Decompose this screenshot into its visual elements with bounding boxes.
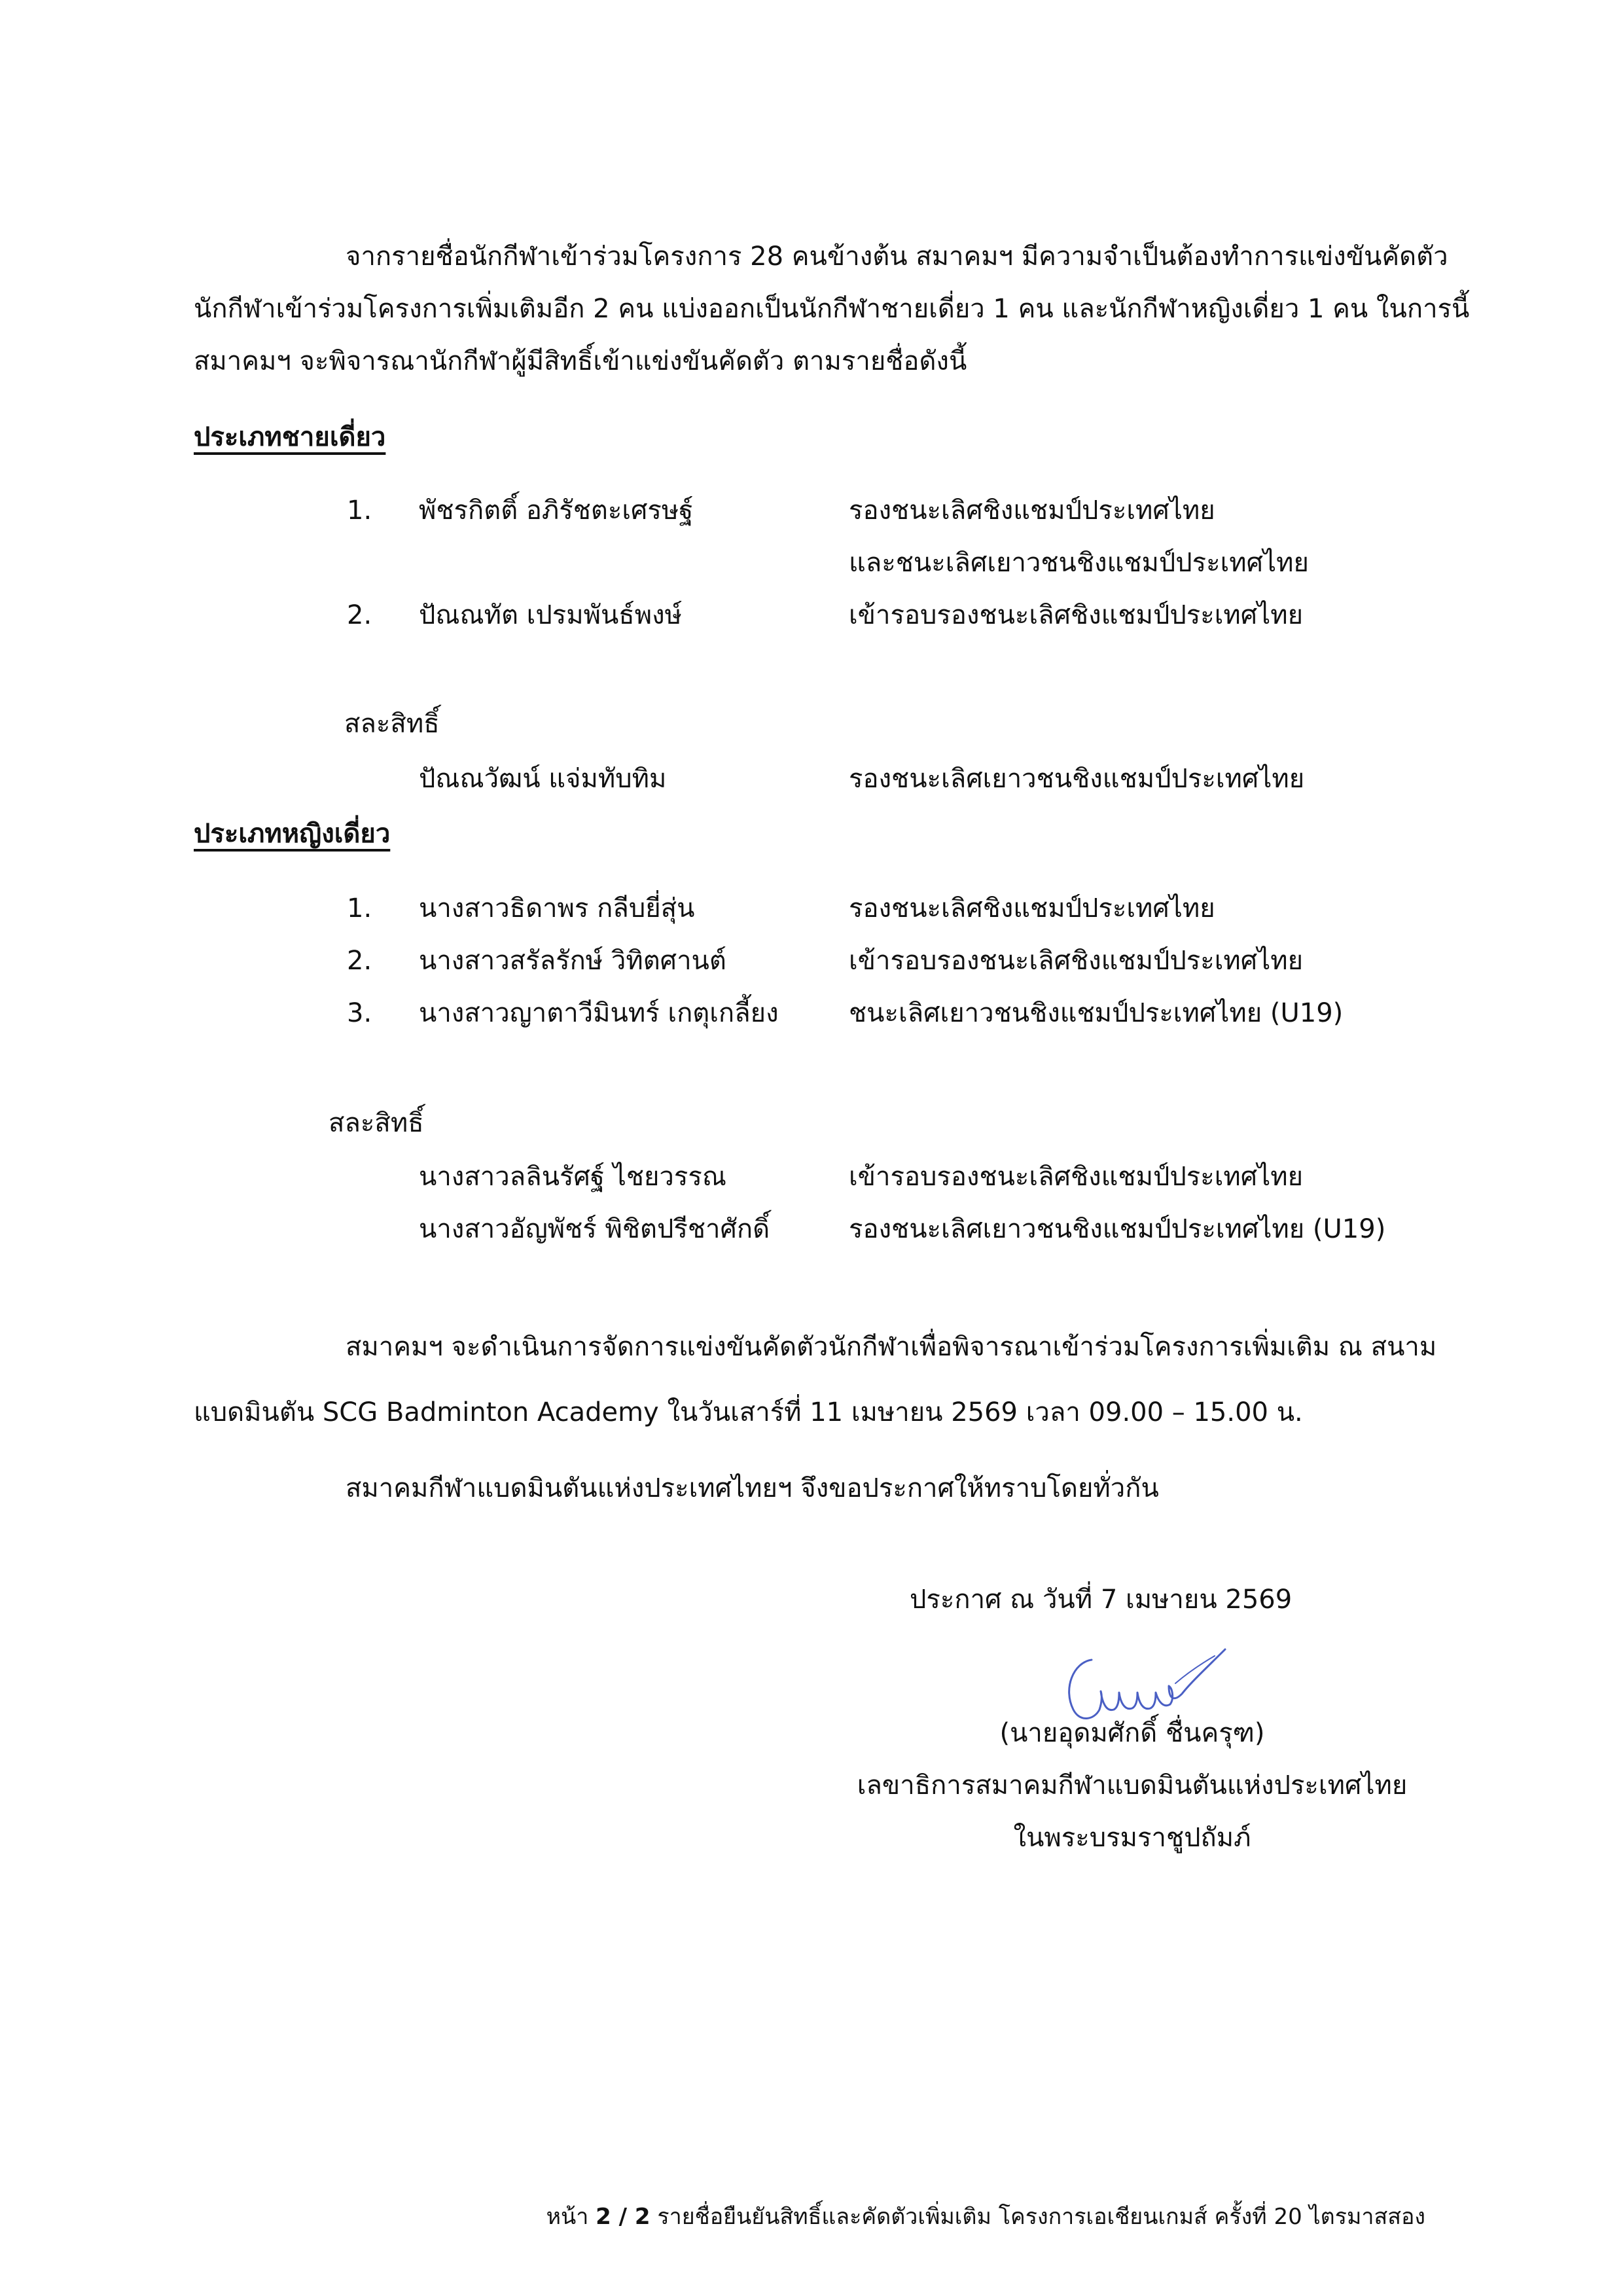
signatory-title-2: ในพระบรมราชูปถัมภ์	[1013, 1823, 1251, 1853]
mens-entry-2-achievement: เข้ารอบรองชนะเลิศชิงแชมป์ประเทศไทย	[849, 600, 1304, 630]
mens-entry-1-name: พัชรกิตติ์ อภิรัชตะเศรษฐ์	[419, 495, 694, 526]
womens-entry-3-name: นางสาวญาตาวีมินทร์ เกตุเกลี้ยง	[419, 998, 779, 1028]
womens-entry-3-number: 3.	[347, 998, 372, 1028]
womens-waive-label: สละสิทธิ์	[329, 1108, 424, 1138]
womens-waived-1-achievement: เข้ารอบรองชนะเลิศชิงแชมป์ประเทศไทย	[849, 1162, 1304, 1192]
womens-entry-2-achievement: เข้ารอบรองชนะเลิศชิงแชมป์ประเทศไทย	[849, 946, 1304, 976]
footer-page-number: 2 / 2	[596, 2204, 651, 2230]
mens-entry-2-number: 2.	[347, 600, 372, 630]
footer-text: รายชื่อยืนยันสิทธิ์และคัดตัวเพิ่มเติม โครงการเอเชียนเกมส์ ครั้งที่ 20 ไตรมาสสอง	[650, 2204, 1425, 2230]
womens-entry-1-number: 1.	[347, 893, 372, 924]
event-line-1: สมาคมฯ จะดำเนินการจัดการแข่งขันคัดตัวนักกีฬาเพื่อพิจารณาเข้าร่วมโครงการเพิ่มเติม ณ สนาม	[346, 1332, 1437, 1362]
mens-waive-label: สละสิทธิ์	[344, 709, 440, 739]
womens-entry-2-name: นางสาวสรัลรักษ์ วิทิตศานต์	[419, 946, 726, 976]
event-line-2: แบดมินตัน SCG Badminton Academy ในวันเสาร์ที่ 11 เมษายน 2569 เวลา 09.00 – 15.00 น.	[194, 1397, 1303, 1427]
mens-entry-2-name: ปัณณทัต เปรมพันธ์พงษ์	[419, 600, 682, 630]
intro-line-3: สมาคมฯ จะพิจารณานักกีฬาผู้มีสิทธิ์เข้าแข่งขันคัดตัว ตามรายชื่อดังนี้	[194, 346, 967, 376]
mens-entry-1-achievement-2: และชนะเลิศเยาวชนชิงแชมป์ประเทศไทย	[849, 548, 1309, 578]
intro-line-2: นักกีฬาเข้าร่วมโครงการเพิ่มเติมอีก 2 คน แบ่งออกเป็นนักกีฬาชายเดี่ยว 1 คน และนักกีฬาหญิงเดี่ยว 1 คน ในการนี้	[194, 294, 1470, 324]
womens-waived-1-name: นางสาวลลินรัศฐ์ ไชยวรรณ	[419, 1162, 726, 1192]
womens-entry-2-number: 2.	[347, 946, 372, 976]
womens-entry-3-achievement: ชนะเลิศเยาวชนชิงแชมป์ประเทศไทย (U19)	[849, 998, 1344, 1028]
closing-statement: สมาคมกีฬาแบดมินตันแห่งประเทศไทยฯ จึงขอประกาศให้ทราบโดยทั่วกัน	[346, 1473, 1159, 1503]
womens-entry-1-name: นางสาวธิดาพร กลีบยี่สุ่น	[419, 893, 695, 924]
mens-entry-1-achievement: รองชนะเลิศชิงแชมป์ประเทศไทย	[849, 495, 1215, 526]
womens-waived-2-achievement: รองชนะเลิศเยาวชนชิงแชมป์ประเทศไทย (U19)	[849, 1214, 1386, 1244]
page-footer	[546, 2200, 1425, 2233]
signatory-name: (นายอุดมศักดิ์ ชื่นครุฑ)	[999, 1718, 1265, 1748]
mens-entry-1-number: 1.	[347, 495, 372, 526]
signatory-title-1: เลขาธิการสมาคมกีฬาแบดมินตันแห่งประเทศไทย	[857, 1770, 1408, 1801]
womens-singles-heading: ประเภทหญิงเดี่ยว	[194, 819, 391, 849]
announcement-date: ประกาศ ณ วันที่ 7 เมษายน 2569	[910, 1585, 1293, 1615]
mens-singles-heading: ประเภทชายเดี่ยว	[194, 422, 386, 452]
womens-waived-2-name: นางสาวอัญพัชร์ พิชิตปรีชาศักดิ์	[419, 1214, 770, 1244]
footer-prefix: หน้า	[546, 2204, 596, 2230]
mens-waived-1-achievement: รองชนะเลิศเยาวชนชิงแชมป์ประเทศไทย	[849, 764, 1305, 794]
womens-entry-1-achievement: รองชนะเลิศชิงแชมป์ประเทศไทย	[849, 893, 1215, 924]
intro-line-1: จากรายชื่อนักกีฬาเข้าร่วมโครงการ 28 คนข้างต้น สมาคมฯ มีความจำเป็นต้องทำการแข่งขันคัดตัว	[346, 242, 1448, 272]
mens-waived-1-name: ปัณณวัฒน์ แจ่มทับทิม	[419, 764, 667, 794]
